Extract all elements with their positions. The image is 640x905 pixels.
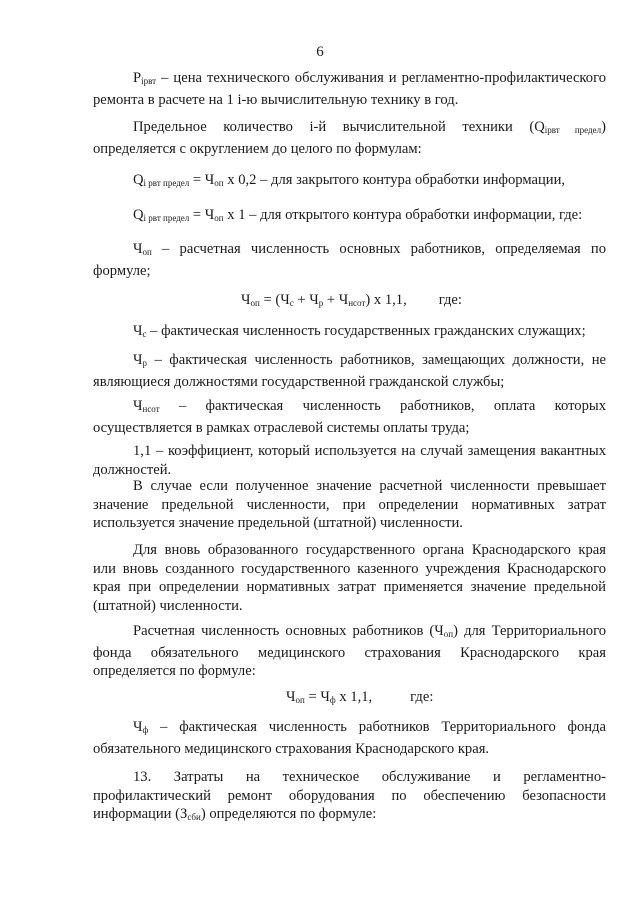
paragraph-sectoral-workers: $Ч_{нсот}$ – фактическая численность работников, оплата которых осуществляется в рамках отраслевой системы оплаты труда; bbox=[93, 398, 606, 436]
paragraph-limit-rule: В случае если полученное значение расчетной численности превышает значение предельной численности, при определении нормативных затрат используется значение предельной (штатной) численности. bbox=[93, 478, 606, 532]
paragraph-fund-headcount: Расчетная численность основных работников $(Ч_{оп})$ для Территориального фонда обязательного медицинского страхования Краснодарского края определяется по формуле: bbox=[93, 623, 606, 680]
formula-fund-headcount: $Ч_{оп} = Ч_ф$ x 1,1, где: bbox=[286, 689, 434, 705]
formula-closed-contour: $Q_{i рвт предел} = Ч_{оп}$ x 0,2 – для закрытого контура обработки информации, bbox=[133, 172, 566, 188]
paragraph-fund-actual: $Ч_ф$ – фактическая численность работников Территориального фонда обязательного медицинского страхования Краснодарского края. bbox=[93, 719, 606, 757]
paragraph-new-body: Для вновь образованного государственного органа Краснодарского края или вновь созданного государственного казенного учреждения Краснодарского края при определении нормативных затрат применяется значение предельной (штатной) численности. bbox=[93, 542, 606, 614]
paragraph-calc-headcount: $Ч_{оп}$ – расчетная численность основных работников, определяемая по формуле; bbox=[93, 241, 606, 279]
page-number: 6 bbox=[316, 44, 324, 60]
paragraph-item-13: 13. Затраты на техническое обслуживание и регламентно-профилактический ремонт оборудования по обеспечению безопасности информации $(З_{сби})$ определяются по формуле: bbox=[93, 769, 606, 823]
paragraph-other-workers: $Ч_р$ – фактическая численность работников, замещающих должности, не являющиеся должностями государственной гражданской службы; bbox=[93, 352, 606, 390]
paragraph-coefficient: 1,1 – коэффициент, который используется на случай замещения вакантных должностей. bbox=[93, 443, 606, 478]
formula-open-contour: $Q_{i рвт предел} = Ч_{оп}$ x 1 – для открытого контура обработки информации, где: bbox=[133, 207, 583, 223]
paragraph-civil-servants: $Ч_с$ – фактическая численность государственных гражданских служащих; bbox=[133, 323, 586, 339]
paragraph-price-definition: $P_{iрвт}$ – цена технического обслуживания и регламентно-профилактического ремонта в расчете на 1 i-ю вычислительную технику в год. bbox=[93, 70, 606, 108]
formula-headcount-sum: $Ч_{оп} = (Ч_с + Ч_р + Ч_{нсот})$ x 1,1, где: bbox=[241, 292, 462, 308]
paragraph-max-quantity: Предельное количество i-й вычислительной техники $(Q_{iрвт предел})$ определяется с округлением до целого по формулам: bbox=[93, 119, 606, 157]
